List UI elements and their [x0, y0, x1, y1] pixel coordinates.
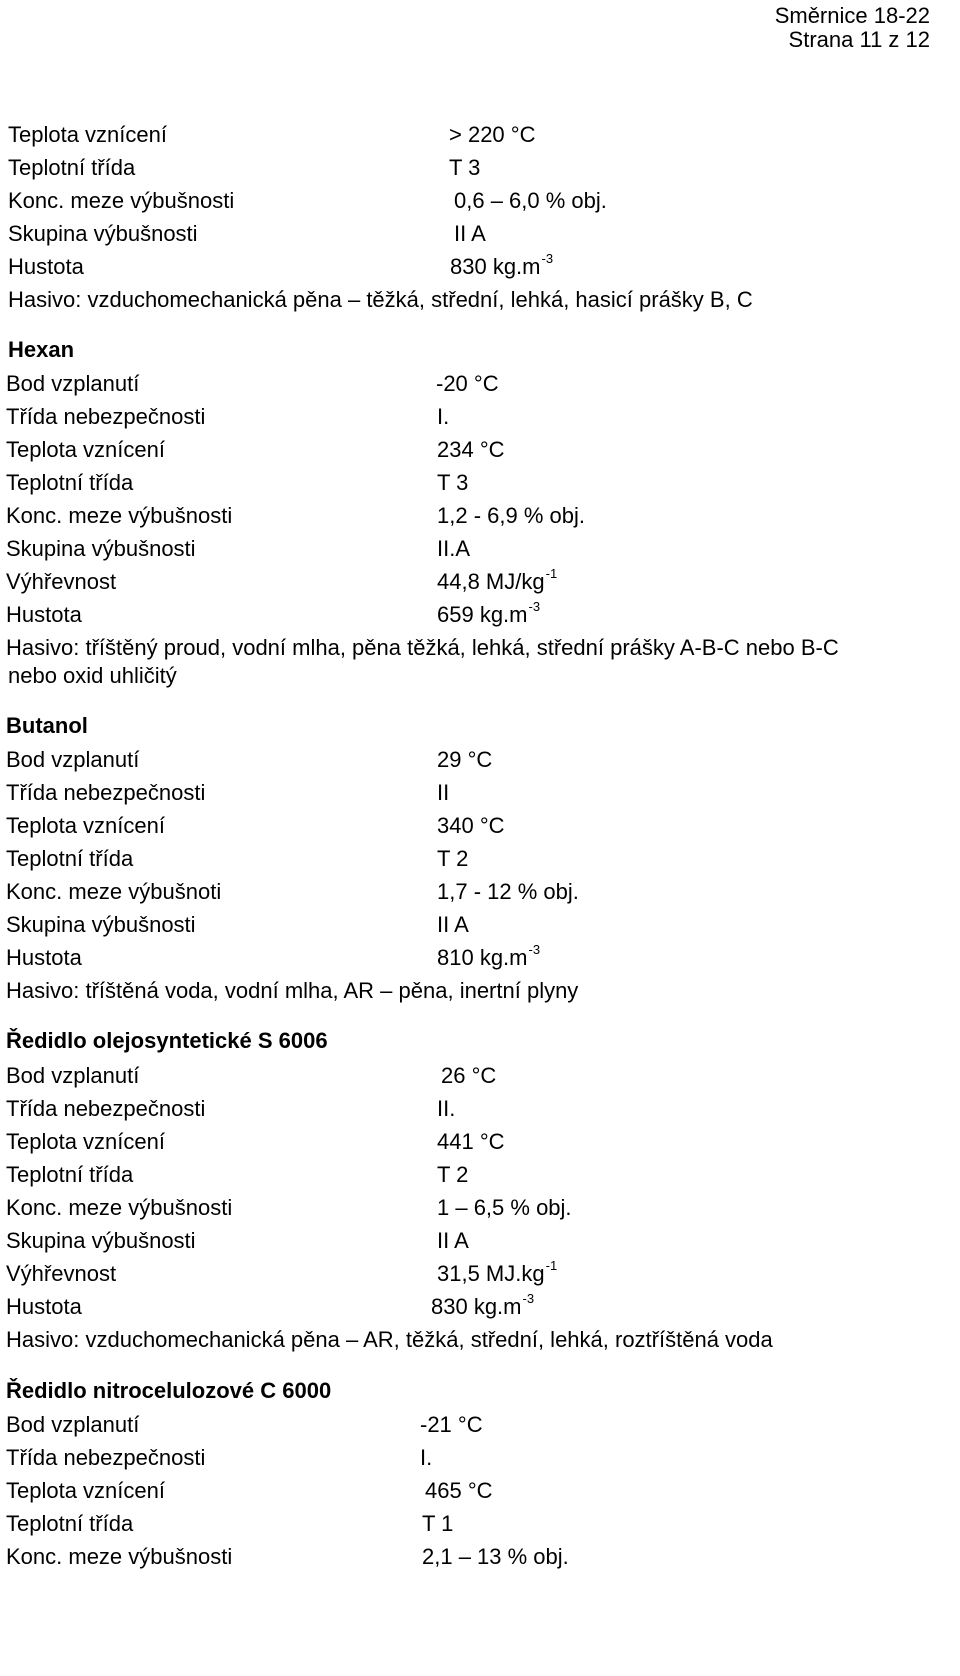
extinguisher-text: Hasivo: vzduchomechanická pěna – AR, těžká, střední, lehká, roztříštěná voda — [6, 1327, 773, 1352]
label-flash-point: Bod vzplanutí — [6, 371, 140, 396]
label-ignition-temp: Teplota vznícení — [6, 1478, 165, 1503]
value-hazard-class: I. — [437, 404, 450, 429]
label-ignition-temp: Teplota vznícení — [6, 813, 165, 838]
label-explosion-limits: Konc. meze výbušnosti — [8, 188, 235, 213]
value-density: 830 $kg.m^{-3}$ — [431, 1290, 535, 1319]
extinguisher-text: Hasivo: vzduchomechanická pěna – těžká, střední, lehká, hasicí prášky B, C — [8, 287, 753, 312]
label-heating-value: Výhřevnost — [6, 569, 117, 594]
value-ignition-temp: 441 °C — [437, 1129, 505, 1154]
label-hazard-class: Třída nebezpečnosti — [6, 780, 206, 805]
value-ignition-temp: 465 °C — [425, 1478, 493, 1503]
value-explosion-limits: 0,6 – 6,0 % obj. — [454, 188, 607, 213]
value-explosion-limits: 1,7 - 12 % obj. — [437, 879, 579, 904]
document-number: Směrnice 18-22 — [774, 3, 930, 28]
label-flash-point: Bod vzplanutí — [6, 1412, 140, 1437]
label-explosion-limits: Konc. meze výbušnosti — [6, 1544, 233, 1569]
label-hazard-class: Třída nebezpečnosti — [6, 1445, 206, 1470]
label-hazard-class: Třída nebezpečnosti — [6, 404, 206, 429]
extinguisher-text-line1: Hasivo: tříštěný proud, vodní mlha, pěna těžká, lehká, střední prášky A-B-C nebo B-C — [6, 635, 839, 660]
value-explosion-limits: 1 – 6,5 % obj. — [437, 1195, 572, 1220]
label-density: Hustota — [8, 254, 84, 279]
value-hazard-class: I. — [420, 1445, 433, 1470]
label-heating-value: Výhřevnost — [6, 1261, 117, 1286]
label-flash-point: Bod vzplanutí — [6, 1063, 140, 1088]
value-hazard-class: II — [437, 780, 450, 805]
label-explosion-limits: Konc. meze výbušnosti — [6, 503, 233, 528]
section-title-c6000: Ředidlo nitrocelulozové C 6000 — [6, 1378, 332, 1403]
label-explosion-group: Skupina výbušnosti — [6, 536, 196, 561]
label-ignition-temp: Teplota vznícení — [6, 437, 165, 462]
value-explosion-limits: 1,2 - 6,9 % obj. — [437, 503, 585, 528]
label-density: Hustota — [6, 1294, 82, 1319]
label-temp-class: Teplotní třída — [6, 846, 134, 871]
extinguisher-text-line2: nebo oxid uhličitý — [8, 663, 177, 688]
value-hazard-class: II. — [437, 1096, 456, 1121]
value-temp-class: T 1 — [422, 1511, 454, 1536]
value-explosion-group: II.A — [437, 536, 471, 561]
value-temp-class: T 3 — [437, 470, 469, 495]
value-density: 830 $kg.m^{-3}$ — [450, 250, 554, 279]
section-title-s6006: Ředidlo olejosyntetické S 6006 — [6, 1028, 328, 1053]
value-density: 810 $kg.m^{-3}$ — [437, 941, 541, 970]
label-temp-class: Teplotní třída — [8, 155, 136, 180]
label-ignition-temp: Teplota vznícení — [8, 122, 167, 147]
value-ignition-temp: > 220 °C — [449, 122, 536, 147]
value-explosion-group: II A — [437, 1228, 469, 1253]
label-flash-point: Bod vzplanutí — [6, 747, 140, 772]
value-ignition-temp: 340 °C — [437, 813, 505, 838]
value-flash-point: -21 °C — [420, 1412, 483, 1437]
value-explosion-group: II A — [437, 912, 469, 937]
value-explosion-group: II A — [454, 221, 486, 246]
label-temp-class: Teplotní třída — [6, 470, 134, 495]
label-temp-class: Teplotní třída — [6, 1511, 134, 1536]
value-temp-class: T 2 — [437, 1162, 469, 1187]
label-density: Hustota — [6, 945, 82, 970]
label-explosion-group: Skupina výbušnosti — [8, 221, 198, 246]
value-temp-class: T 2 — [437, 846, 469, 871]
page-header — [720, 0, 960, 60]
label-explosion-group: Skupina výbušnosti — [6, 912, 196, 937]
value-heating-value: 44,8 $MJ/kg^{-1}$ — [437, 565, 558, 594]
value-temp-class: T 3 — [449, 155, 481, 180]
label-explosion-limits: Konc. meze výbušnosti — [6, 1195, 233, 1220]
label-temp-class: Teplotní třída — [6, 1162, 134, 1187]
value-explosion-limits: 2,1 – 13 % obj. — [422, 1544, 569, 1569]
value-density: 659 $kg.m^{-3}$ — [437, 598, 541, 627]
page-number: Strana 11 z 12 — [788, 27, 930, 52]
section-title-butanol: Butanol — [6, 713, 88, 738]
value-heating-value: 31,5 $MJ.kg^{-1}$ — [437, 1257, 558, 1286]
label-density: Hustota — [6, 602, 82, 627]
label-ignition-temp: Teplota vznícení — [6, 1129, 165, 1154]
label-hazard-class: Třída nebezpečnosti — [6, 1096, 206, 1121]
extinguisher-text: Hasivo: tříštěná voda, vodní mlha, AR – pěna, inertní plyny — [6, 978, 579, 1003]
value-ignition-temp: 234 °C — [437, 437, 505, 462]
value-flash-point: -20 °C — [436, 371, 499, 396]
value-flash-point: 29 °C — [437, 747, 493, 772]
label-explosion-group: Skupina výbušnosti — [6, 1228, 196, 1253]
section-title-hexan: Hexan — [8, 337, 75, 362]
label-explosion-limits: Konc. meze výbušnoti — [6, 879, 222, 904]
value-flash-point: 26 °C — [441, 1063, 497, 1088]
